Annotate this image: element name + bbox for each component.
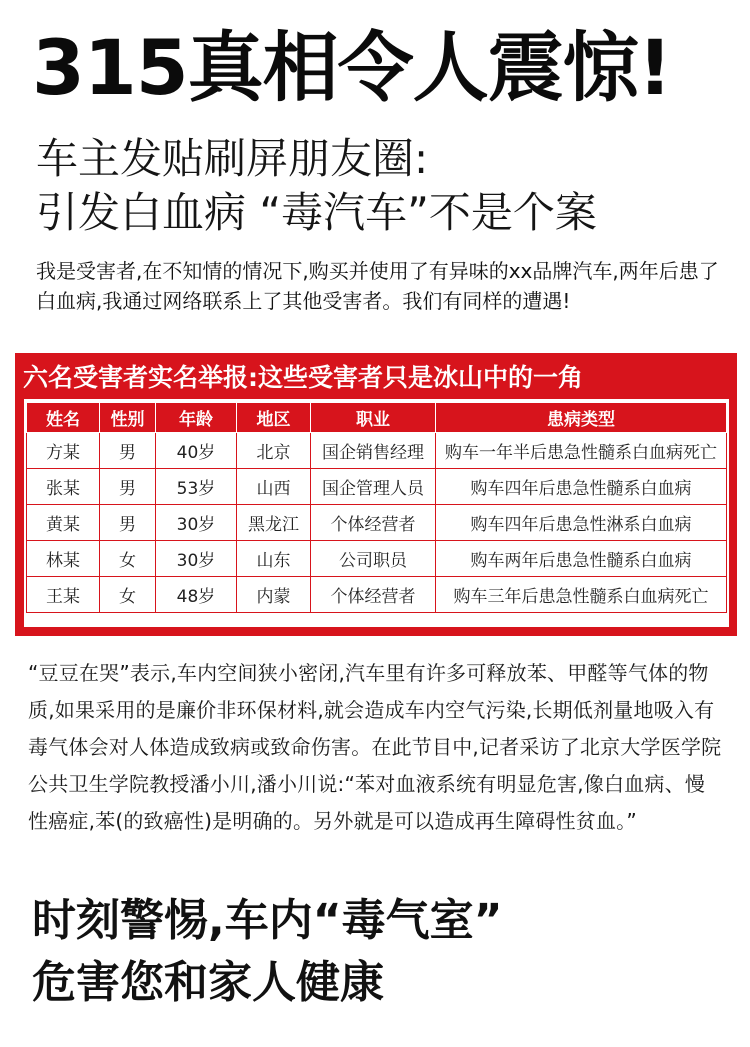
table-row	[27, 433, 727, 469]
table-row	[27, 577, 727, 613]
body-paragraph	[28, 655, 722, 840]
cell-illness: 购车两年后患急性髓系白血病	[436, 541, 727, 577]
cell-occupation: 个体经营者	[311, 505, 436, 541]
victims-panel-title: 六名受害者实名举报:这些受害者只是冰山中的一角	[23, 363, 583, 392]
victims-table-wrap	[24, 399, 729, 627]
cell-region: 内蒙	[237, 577, 311, 613]
cell-occupation: 国企销售经理	[311, 433, 436, 469]
cell-name: 林某	[27, 541, 100, 577]
closing-line2: 危害您和家人健康	[32, 957, 384, 1008]
table-row	[27, 541, 727, 577]
table-row	[27, 505, 727, 541]
subheadline-line1: 车主发贴刷屏朋友圈:	[36, 134, 429, 183]
cell-region: 黑龙江	[237, 505, 311, 541]
column-header-illness: 患病类型	[436, 403, 727, 433]
cell-occupation: 国企管理人员	[311, 469, 436, 505]
cell-gender: 男	[100, 505, 156, 541]
table-header-row	[27, 403, 727, 433]
cell-occupation: 个体经营者	[311, 577, 436, 613]
victims-panel	[15, 353, 737, 636]
column-header-occupation: 职业	[311, 403, 436, 433]
cell-illness: 购车四年后患急性髓系白血病	[436, 469, 727, 505]
column-header-age: 年龄	[156, 403, 237, 433]
cell-name: 王某	[27, 577, 100, 613]
cell-illness: 购车四年后患急性淋系白血病	[436, 505, 727, 541]
column-header-gender: 性别	[100, 403, 156, 433]
column-header-region: 地区	[237, 403, 311, 433]
cell-region: 山东	[237, 541, 311, 577]
cell-gender: 男	[100, 469, 156, 505]
cell-region: 北京	[237, 433, 311, 469]
cell-name: 方某	[27, 433, 100, 469]
cell-age: 30岁	[156, 505, 237, 541]
cell-occupation: 公司职员	[311, 541, 436, 577]
cell-age: 48岁	[156, 577, 237, 613]
headline: 315真相令人震惊!	[32, 23, 672, 112]
cell-illness: 购车一年半后患急性髓系白血病死亡	[436, 433, 727, 469]
cell-gender: 女	[100, 577, 156, 613]
cell-region: 山西	[237, 469, 311, 505]
closing-line1: 时刻警惕,车内“毒气室”	[32, 895, 503, 946]
cell-age: 30岁	[156, 541, 237, 577]
cell-gender: 男	[100, 433, 156, 469]
victims-table	[26, 402, 727, 613]
cell-gender: 女	[100, 541, 156, 577]
cell-age: 40岁	[156, 433, 237, 469]
cell-name: 张某	[27, 469, 100, 505]
table-row	[27, 469, 727, 505]
cell-name: 黄某	[27, 505, 100, 541]
subheadline-line2: 引发白血病 “毒汽车”不是个案	[36, 188, 597, 237]
body-paragraph-text: “豆豆在哭”表示,车内空间狭小密闭,汽车里有许多可释放苯、甲醛等气体的物质,如果采用的是廉价非环保材料,就会造成车内空气污染,长期低剂量地吸入有毒气体会对人体造成致病或致命伤害。在此节目中,记者采访了北京大学医学院公共卫生学院教授潘小川,潘小川说:“苯对血液系统有明显危害,像白血病、慢性癌症,苯(的致癌性)是明确的。另外就是可以造成再生障碍性贫血。”	[28, 661, 722, 833]
cell-illness: 购车三年后患急性髓系白血病死亡	[436, 577, 727, 613]
cell-age: 53岁	[156, 469, 237, 505]
column-header-name: 姓名	[27, 403, 100, 433]
intro-paragraph: 我是受害者,在不知情的情况下,购买并使用了有异味的xx品牌汽车,两年后患了白血病,我通过网络联系上了其他受害者。我们有同样的遭遇!	[36, 259, 719, 313]
